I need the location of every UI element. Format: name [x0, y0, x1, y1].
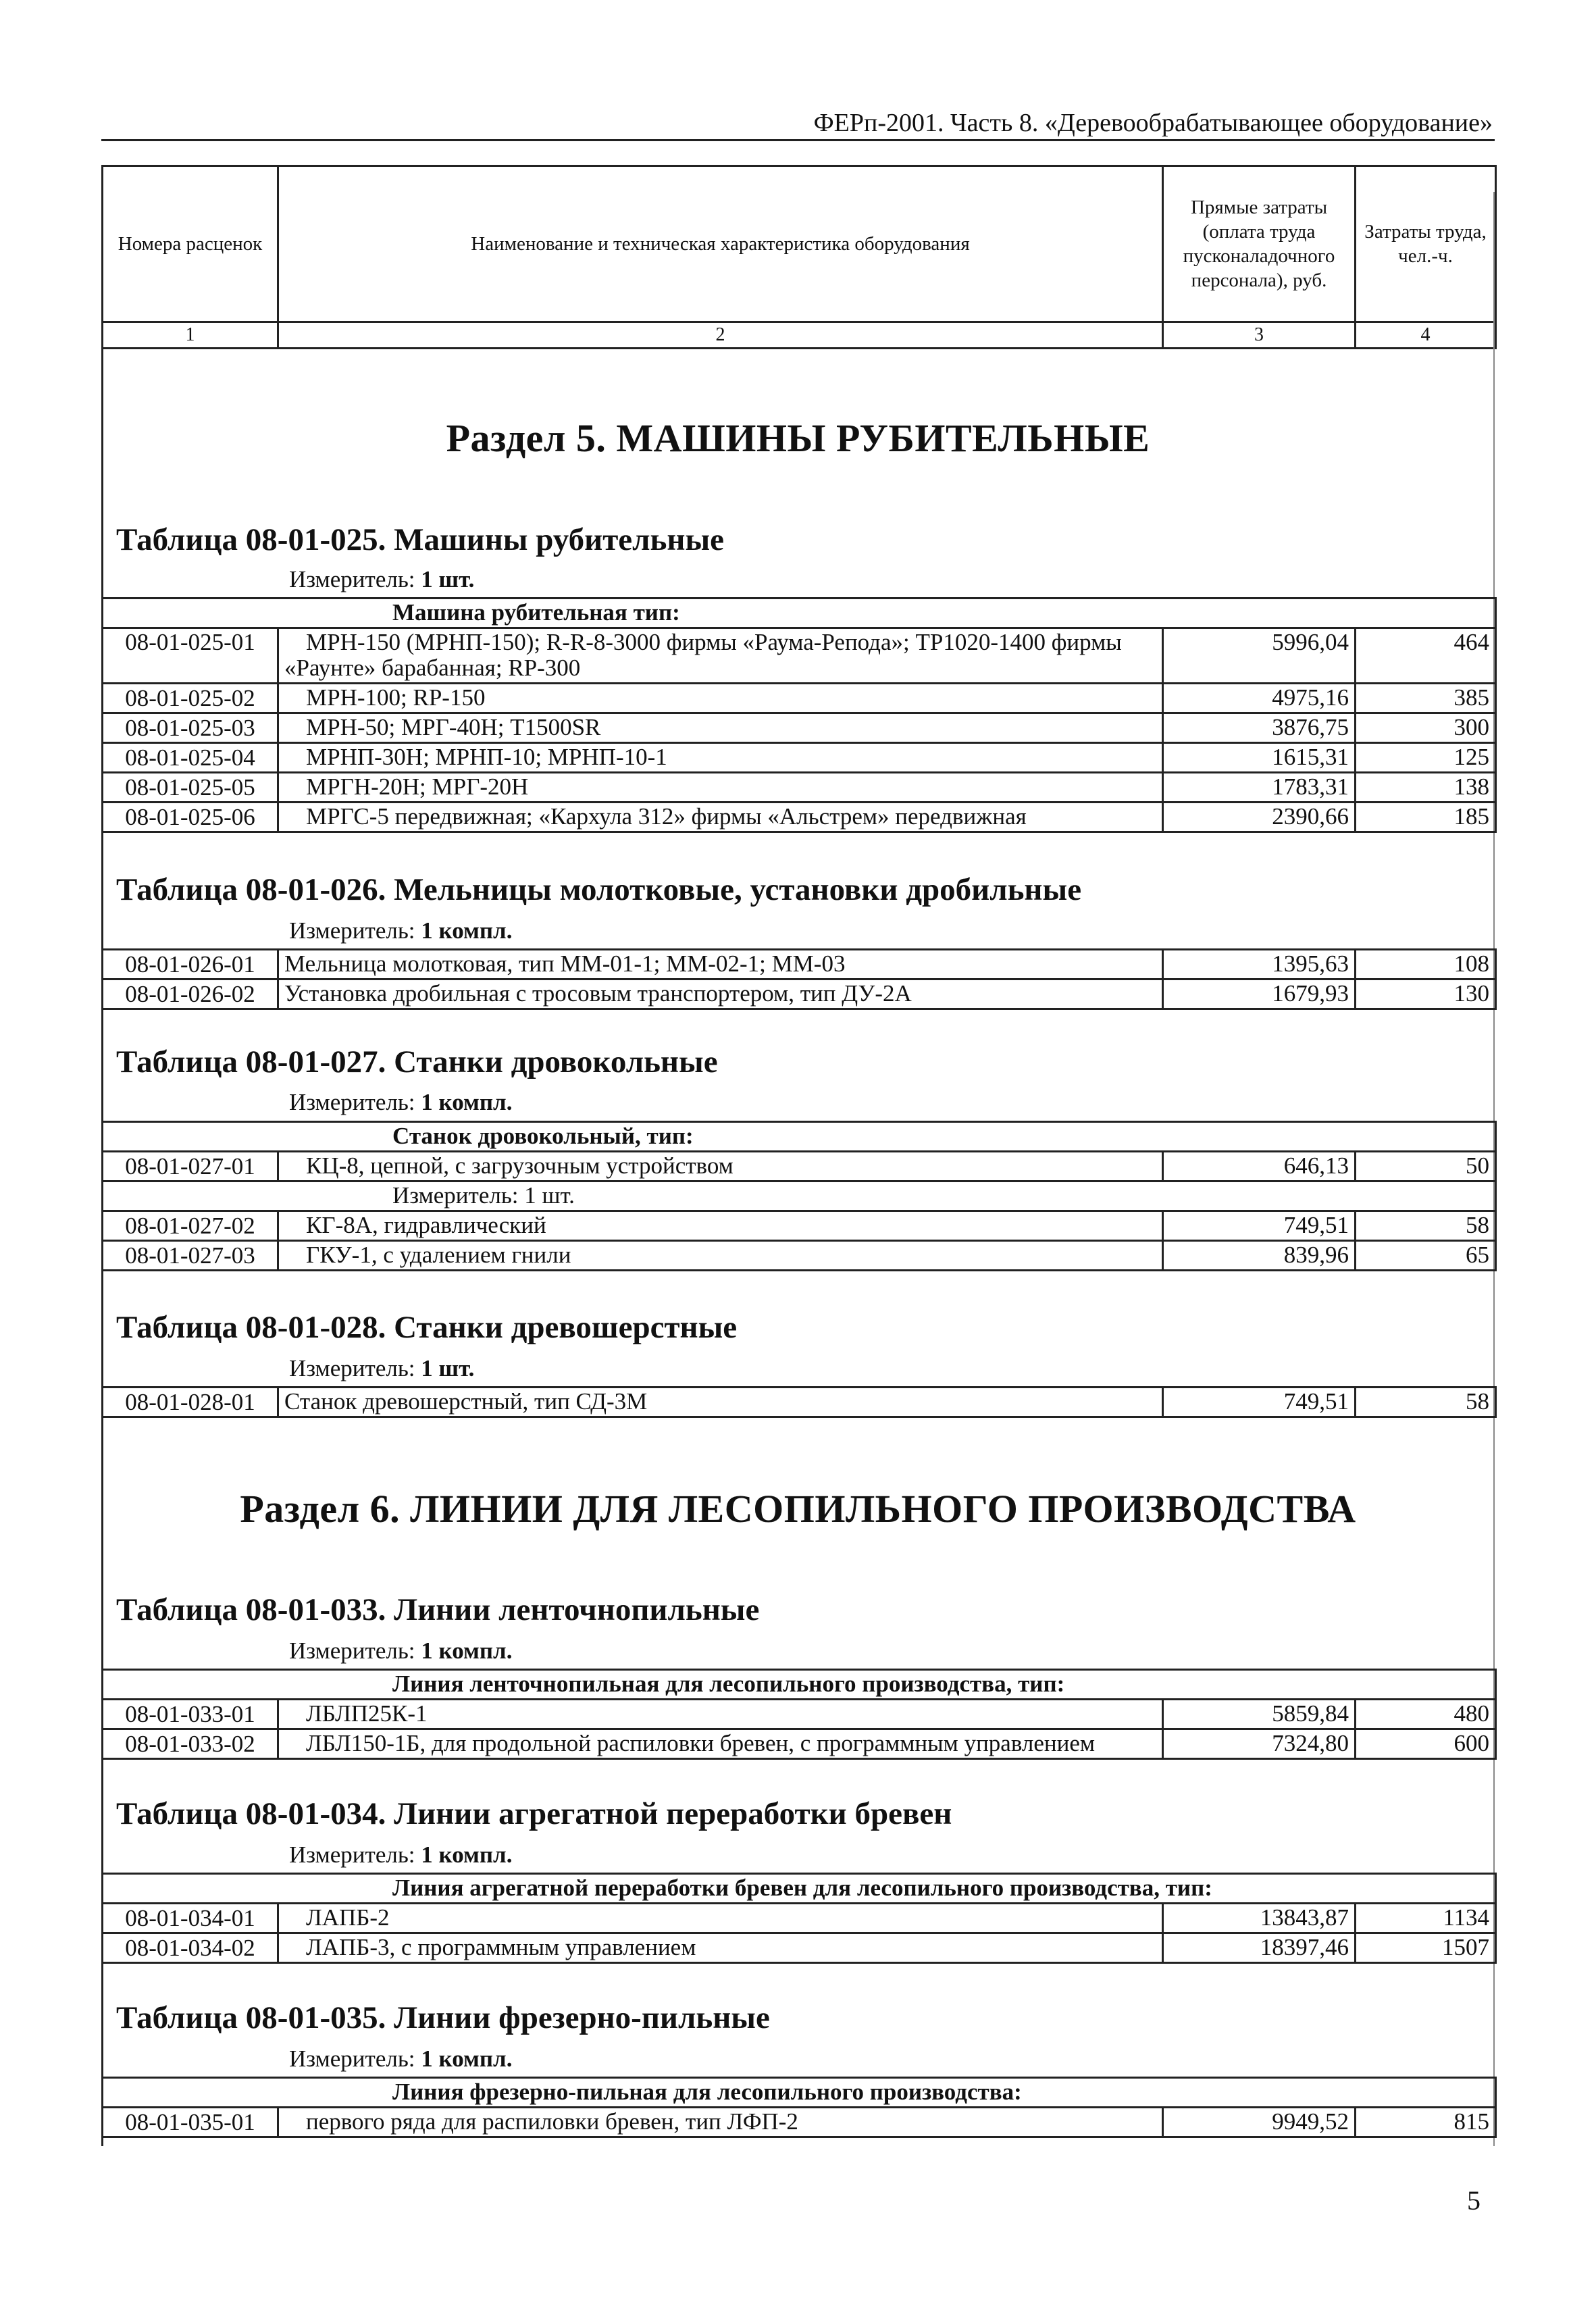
name-cell: ЛАПБ-2 — [278, 1904, 1163, 1933]
table-title: Таблица 08-01-034. Линии агрегатной переработки бревен — [116, 1796, 952, 1831]
value-cell: 600 — [1356, 1729, 1496, 1759]
table-row — [103, 713, 1496, 743]
value-cell: 464 — [1356, 628, 1496, 684]
rate-code-cell: 08-01-025-03 — [103, 713, 278, 743]
table-title: Таблица 08-01-026. Мельницы молотковые, установки дробильные — [116, 872, 1082, 907]
value-cell: 3876,75 — [1163, 713, 1356, 743]
meter-line: Измеритель: 1 шт. — [289, 566, 475, 592]
name-cell: Мельница молотковая, тип ММ-01-1; ММ-02-1; ММ-03 — [278, 950, 1163, 980]
value-cell: 65 — [1356, 1241, 1496, 1271]
col-number-2: 2 — [278, 322, 1163, 349]
rate-code-cell: 08-01-035-01 — [103, 2108, 278, 2137]
rate-code-cell: 08-01-033-02 — [103, 1729, 278, 1759]
value-cell: 1783,31 — [1163, 773, 1356, 803]
name-cell: первого ряда для распиловки бревен, тип ЛФП-2 — [278, 2108, 1163, 2137]
value-cell: 815 — [1356, 2108, 1496, 2137]
value-cell: 1679,93 — [1163, 980, 1356, 1009]
table-row — [103, 950, 1496, 980]
category-row: Линия ленточнопильная для лесопильного производства, тип: — [103, 1670, 1496, 1700]
value-cell: 5859,84 — [1163, 1700, 1356, 1729]
running-header: ФЕРп-2001. Часть 8. «Деревообрабатывающее оборудование» — [813, 109, 1493, 137]
meter-line: Измеритель: 1 компл. — [289, 917, 513, 944]
value-cell: 18397,46 — [1163, 1933, 1356, 1963]
section-title: Раздел 6. ЛИНИИ ДЛЯ ЛЕСОПИЛЬНОГО ПРОИЗВОДСТВА — [240, 1487, 1356, 1531]
rate-code-cell: 08-01-028-01 — [103, 1388, 278, 1417]
name-cell: МРН-150 (МРНП-150); R-R-8-3000 фирмы «Раума-Репода»; ТР1020-1400 фирмы «Раунте» барабанная; RP-300 — [278, 628, 1163, 684]
value-cell: 13843,87 — [1163, 1904, 1356, 1933]
value-cell: 58 — [1356, 1388, 1496, 1417]
value-cell: 9949,52 — [1163, 2108, 1356, 2137]
rate-code-cell: 08-01-025-06 — [103, 803, 278, 832]
table-row — [103, 684, 1496, 713]
header-rule — [101, 139, 1495, 141]
name-cell: ЛАПБ-3, с программным управлением — [278, 1933, 1163, 1963]
name-cell: Станок древошерстный, тип СД-3М — [278, 1388, 1163, 1417]
value-cell: 749,51 — [1163, 1388, 1356, 1417]
meter-line: Измеритель: 1 компл. — [289, 1089, 513, 1115]
category-row: Линия агрегатной переработки бревен для лесопильного производства, тип: — [103, 1874, 1496, 1904]
rates-table — [101, 1386, 1497, 1418]
name-cell: КГ-8А, гидравлический — [278, 1211, 1163, 1241]
table-row — [103, 628, 1496, 684]
value-cell: 58 — [1356, 1211, 1496, 1241]
rate-code-cell: 08-01-025-04 — [103, 743, 278, 773]
rates-table — [101, 2077, 1497, 2138]
category-row: Линия фрезерно-пильная для лесопильного производства: — [103, 2078, 1496, 2108]
table-title: Таблица 08-01-027. Станки дровокольные — [116, 1044, 718, 1079]
name-cell: ГКУ-1, с удалением гнили — [278, 1241, 1163, 1271]
value-cell: 130 — [1356, 980, 1496, 1009]
table-row — [103, 1211, 1496, 1241]
table-title: Таблица 08-01-035. Линии фрезерно-пильные — [116, 2000, 770, 2035]
table-row — [103, 1152, 1496, 1181]
value-cell: 646,13 — [1163, 1152, 1356, 1181]
rates-table — [101, 1121, 1497, 1271]
col-header-codes: Номера расценок — [103, 166, 278, 322]
rate-code-cell: 08-01-025-02 — [103, 684, 278, 713]
name-cell: Установка дробильная с тросовым транспортером, тип ДУ-2А — [278, 980, 1163, 1009]
table-row — [103, 1904, 1496, 1933]
name-cell: ЛБЛ150-1Б, для продольной распиловки бревен, с программным управлением — [278, 1729, 1163, 1759]
value-cell: 1395,63 — [1163, 950, 1356, 980]
rates-table — [101, 1669, 1497, 1760]
table-row — [103, 773, 1496, 803]
value-cell: 5996,04 — [1163, 628, 1356, 684]
rate-code-cell: 08-01-034-01 — [103, 1904, 278, 1933]
page-number: 5 — [1467, 2185, 1481, 2216]
category-row: Станок дровокольный, тип: — [103, 1122, 1496, 1152]
name-cell: МРГН-20Н; МРГ-20Н — [278, 773, 1163, 803]
rate-code-cell: 08-01-027-02 — [103, 1211, 278, 1241]
table-title: Таблица 08-01-028. Станки древошерстные — [116, 1310, 738, 1345]
value-cell: 385 — [1356, 684, 1496, 713]
table-title: Таблица 08-01-033. Линии ленточнопильные — [116, 1592, 760, 1627]
value-cell: 138 — [1356, 773, 1496, 803]
col-header-name: Наименование и техническая характеристика оборудования — [278, 166, 1163, 322]
name-cell: МРН-100; RP-150 — [278, 684, 1163, 713]
value-cell: 839,96 — [1163, 1241, 1356, 1271]
rate-code-cell: 08-01-033-01 — [103, 1700, 278, 1729]
col-number-3: 3 — [1163, 322, 1356, 349]
value-cell: 7324,80 — [1163, 1729, 1356, 1759]
rates-table — [101, 597, 1497, 833]
value-cell: 185 — [1356, 803, 1496, 832]
table-row — [103, 1700, 1496, 1729]
table-row — [103, 743, 1496, 773]
name-cell: МРН-50; МРГ-40Н; Т1500SR — [278, 713, 1163, 743]
value-cell: 2390,66 — [1163, 803, 1356, 832]
table-row — [103, 980, 1496, 1009]
name-cell: ЛБЛП25К-1 — [278, 1700, 1163, 1729]
col-header-cost: Прямые затраты (оплата труда пусконаладочного персонала), руб. — [1163, 166, 1356, 322]
rates-table — [101, 1873, 1497, 1964]
table-title: Таблица 08-01-025. Машины рубительные — [116, 522, 725, 557]
value-cell: 1615,31 — [1163, 743, 1356, 773]
rate-code-cell: 08-01-034-02 — [103, 1933, 278, 1963]
table-row — [103, 1241, 1496, 1271]
value-cell: 749,51 — [1163, 1211, 1356, 1241]
meter-line: Измеритель: 1 компл. — [289, 1637, 513, 1664]
rate-code-cell: 08-01-027-03 — [103, 1241, 278, 1271]
value-cell: 300 — [1356, 713, 1496, 743]
name-cell: КЦ-8, цепной, с загрузочным устройством — [278, 1152, 1163, 1181]
value-cell: 108 — [1356, 950, 1496, 980]
value-cell: 480 — [1356, 1700, 1496, 1729]
value-cell: 1134 — [1356, 1904, 1496, 1933]
value-cell: 50 — [1356, 1152, 1496, 1181]
value-cell: 125 — [1356, 743, 1496, 773]
name-cell: МРГС-5 передвижная; «Кархула 312» фирмы «Альстрем» передвижная — [278, 803, 1163, 832]
col-number-1: 1 — [103, 322, 278, 349]
meter-line: Измеритель: 1 шт. — [289, 1355, 475, 1381]
rate-code-cell: 08-01-026-02 — [103, 980, 278, 1009]
rate-code-cell: 08-01-027-01 — [103, 1152, 278, 1181]
category-row: Машина рубительная тип: — [103, 599, 1496, 628]
section-title: Раздел 5. МАШИНЫ РУБИТЕЛЬНЫЕ — [446, 416, 1150, 460]
rate-code-cell: 08-01-025-05 — [103, 773, 278, 803]
rate-code-cell: 08-01-025-01 — [103, 628, 278, 684]
table-row — [103, 1933, 1496, 1963]
rates-table — [101, 948, 1497, 1010]
rate-code-cell: 08-01-026-01 — [103, 950, 278, 980]
value-cell: 4975,16 — [1163, 684, 1356, 713]
col-number-4: 4 — [1356, 322, 1496, 349]
col-header-labor: Затраты труда, чел.-ч. — [1356, 166, 1496, 322]
sub-meter-row: Измеритель: 1 шт. — [103, 1181, 1496, 1211]
name-cell: МРНП-30Н; МРНП-10; МРНП-10-1 — [278, 743, 1163, 773]
table-row — [103, 1388, 1496, 1417]
table-row — [103, 2108, 1496, 2137]
meter-line: Измеритель: 1 компл. — [289, 2045, 513, 2072]
table-row — [103, 803, 1496, 832]
meter-line: Измеритель: 1 компл. — [289, 1841, 513, 1868]
value-cell: 1507 — [1356, 1933, 1496, 1963]
table-row — [103, 1729, 1496, 1759]
